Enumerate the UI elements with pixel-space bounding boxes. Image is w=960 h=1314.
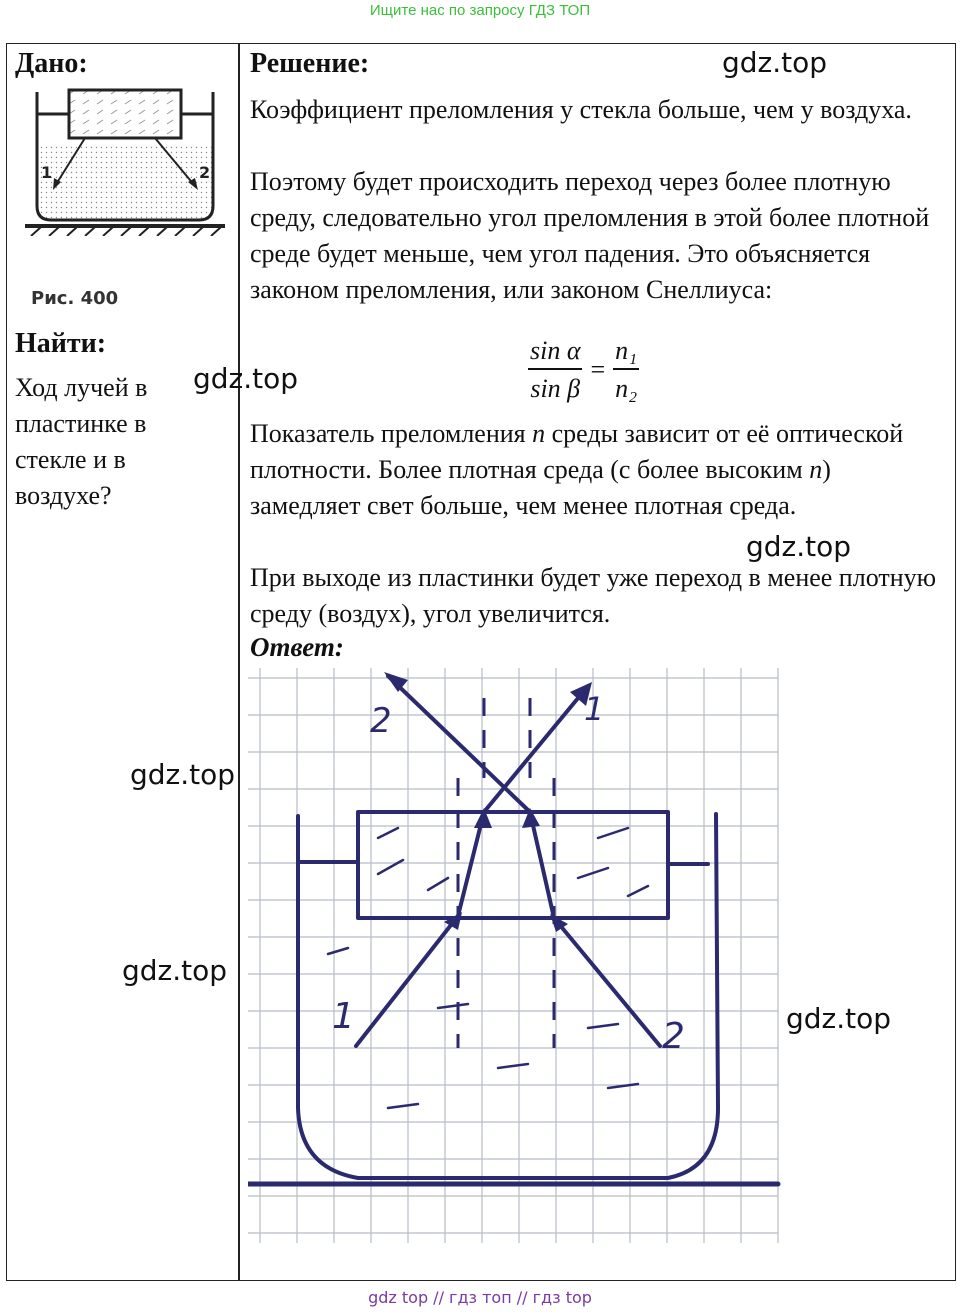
bottom-banner[interactable]: gdz top // гдз топ // гдз top — [368, 1288, 592, 1307]
glass-plate — [69, 90, 181, 138]
snell-formula — [528, 336, 639, 404]
answer-ray-label-2-bottom: 2 — [662, 1016, 685, 1057]
grid-paper — [248, 668, 778, 1243]
glass-plate — [358, 812, 668, 918]
answer-ray-label-1-bottom: 1 — [332, 996, 355, 1037]
vessel-outline — [298, 814, 718, 1178]
watermark[interactable]: gdz.top — [722, 46, 828, 79]
ray-1-exit — [484, 686, 588, 812]
find-heading: Найти: — [15, 328, 107, 359]
figure-caption: Рис. 400 — [31, 288, 119, 309]
answer-ray-label-1-top: 1 — [584, 690, 605, 728]
formula-n2: n₂ — [613, 368, 639, 404]
task-sheet — [6, 43, 956, 1281]
find-text: Ход лучей в пластинке в стекле и в воздухе? — [15, 373, 148, 510]
ground-hatching — [31, 227, 221, 236]
watermark[interactable]: gdz.top — [130, 758, 236, 791]
watermark[interactable]: gdz.top — [122, 954, 228, 987]
top-banner[interactable]: Ищите нас по запросу ГДЗ ТОП — [369, 2, 591, 19]
formula-equals: = — [590, 355, 606, 384]
answer-drawing — [248, 668, 788, 1248]
formula-n1: n₁ — [615, 336, 638, 365]
formula-sin-alpha: sin α — [530, 336, 581, 365]
given-column — [7, 44, 238, 1280]
ray-label-2: 2 — [199, 163, 211, 182]
liquid-fill — [37, 146, 213, 220]
solution-column — [240, 44, 955, 1280]
watermark[interactable]: gdz.top — [786, 1002, 892, 1035]
ray-label-1: 1 — [41, 163, 53, 182]
ray-2-in-glass — [530, 812, 554, 918]
solution-paragraph-1: Коэффициент преломления у стекла больше, чем у воздуха. — [250, 95, 912, 124]
given-figure — [25, 86, 225, 236]
answer-ray-label-2-top: 2 — [370, 701, 392, 741]
solution-paragraph-2: Поэтому будет происходить переход через более плотную среду, следовательно угол преломления в этой более плотной среде будет меньше, чем угол падения. Это объясняется законом преломления, или законом Снеллиуса: — [250, 167, 930, 304]
solution-paragraph-4: При выходе из пластинки будет уже переход в менее плотную среду (воздух), угол увеличится. — [250, 563, 937, 628]
given-heading: Дано: — [15, 48, 88, 79]
formula-sin-beta: sin β — [528, 368, 582, 404]
watermark[interactable]: gdz.top — [193, 362, 299, 395]
solution-heading: Решение: — [250, 48, 370, 79]
answer-label: Ответ: — [250, 632, 344, 662]
watermark[interactable]: gdz.top — [746, 530, 852, 563]
solution-paragraph-3: Показатель преломления n среды зависит от её оптической плотности. Более плотная среда (с более высоким n) замедляет свет больше, чем менее плотная среда. — [250, 419, 904, 520]
